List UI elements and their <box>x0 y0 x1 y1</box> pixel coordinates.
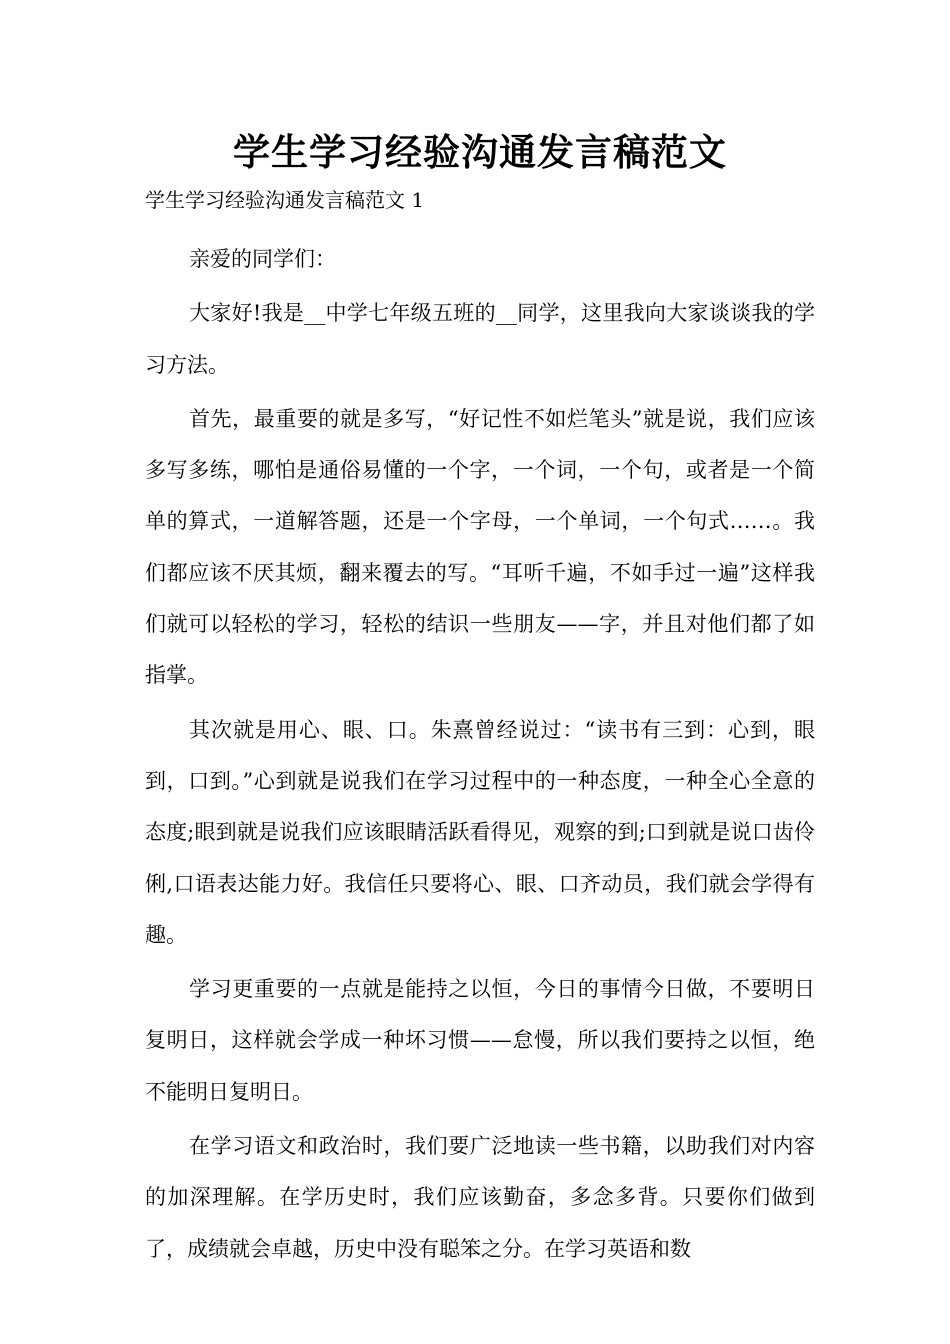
paragraph-subjects: 在学习语文和政治时，我们要广泛地读一些书籍，以助我们对内容的加深理解。在学历史时，我们应该勤奋，多念多背。只要你们做到了，成绩就会卓越，历史中没有聪笨之分。在学习英语和数 <box>145 1134 815 1261</box>
paragraph-heart-eye-mouth: 其次就是用心、眼、口。朱熹曾经说过：“读书有三到：心到，眼到，口到。”心到就是说我们在学习过程中的一种态度，一种全心全意的态度;眼到就是说我们应该眼睛活跃看得见，观察的到;口到就是说口齿伶俐,口语表达能力好。我信任只要将心、眼、口齐动员，我们就会学得有趣。 <box>145 717 815 947</box>
document-body <box>145 234 815 1278</box>
document-title: 学生学习经验沟通发言稿范文 <box>233 131 727 174</box>
document-subtitle: 学生学习经验沟通发言稿范文 1 <box>145 188 425 212</box>
paragraph-intro: 大家好!我是__中学七年级五班的__同学，这里我向大家谈谈我的学习方法。 <box>145 301 815 377</box>
paragraph-greeting: 亲爱的同学们： <box>189 247 336 271</box>
paragraph-persistence: 学习更重要的一点就是能持之以恒，今日的事情今日做，不要明日复明日，这样就会学成一种坏习惯——怠慢，所以我们要持之以恒，绝不能明日复明日。 <box>145 977 815 1104</box>
paragraph-writing: 首先，最重要的就是多写，“好记性不如烂笔头”就是说，我们应该多写多练，哪怕是通俗易懂的一个字，一个词，一个句，或者是一个简单的算式，一道解答题，还是一个字母，一个单词，一个句式……。我们都应该不厌其烦，翻来覆去的写。“耳听千遍，不如手过一遍”这样我们就可以轻松的学习，轻松的结识一些朋友——字，并且对他们都了如指掌。 <box>145 406 815 688</box>
